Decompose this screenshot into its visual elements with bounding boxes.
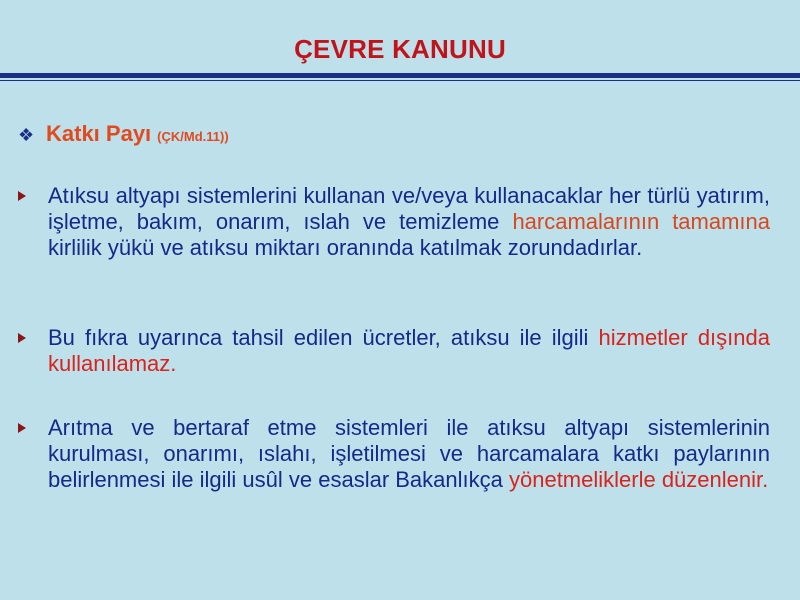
triangle-bullet-icon <box>18 325 48 377</box>
title-rule-thick <box>0 73 800 78</box>
bullet-text-before: Atıksu altyapı sistemlerini kullanan ve/veya kullanacaklar her türlü yatırım, işletme, bakım, onarım, ıslah ve temizleme <box>48 183 770 234</box>
heading-reference: (ÇK/Md.11)) <box>157 129 229 144</box>
bullet-item-3 <box>18 415 770 493</box>
bullet-item-1 <box>18 183 770 261</box>
bullet-highlight: hizmetler dışında kullanılamaz. <box>48 325 770 376</box>
bullet-text-before: Bu fıkra uyarınca tahsil edilen ücretler, atıksu ile ilgili <box>48 325 599 350</box>
section-heading <box>18 121 229 147</box>
triangle-bullet-icon <box>18 183 48 261</box>
slide-title: ÇEVRE KANUNU <box>294 34 506 64</box>
heading-main: Katkı Payı <box>46 121 152 146</box>
bullet-text-before: Arıtma ve bertaraf etme sistemleri ile atıksu altyapı sistemlerinin kurulması, onarımı, ıslahı, işletilmesi ve harcamalara katkı paylarının belirlenmesi ile ilgili usûl ve esaslar Bakanlıkça <box>48 415 770 492</box>
bullet-highlight: harcamalarının tamamına <box>512 209 771 234</box>
bullet-text-after: kirlilik yükü ve atıksu miktarı oranında katılmak zorundadırlar. <box>48 235 643 260</box>
bullet-text <box>48 183 770 261</box>
bullet-text <box>48 415 770 493</box>
triangle-bullet-icon <box>18 415 48 493</box>
bullet-item-2 <box>18 325 770 377</box>
bullet-highlight: yönetmeliklerle düzenlenir. <box>508 467 769 492</box>
diamond-bullet-icon: ❖ <box>18 125 35 145</box>
bullet-text <box>48 325 770 377</box>
title-rule-thin <box>0 80 800 81</box>
